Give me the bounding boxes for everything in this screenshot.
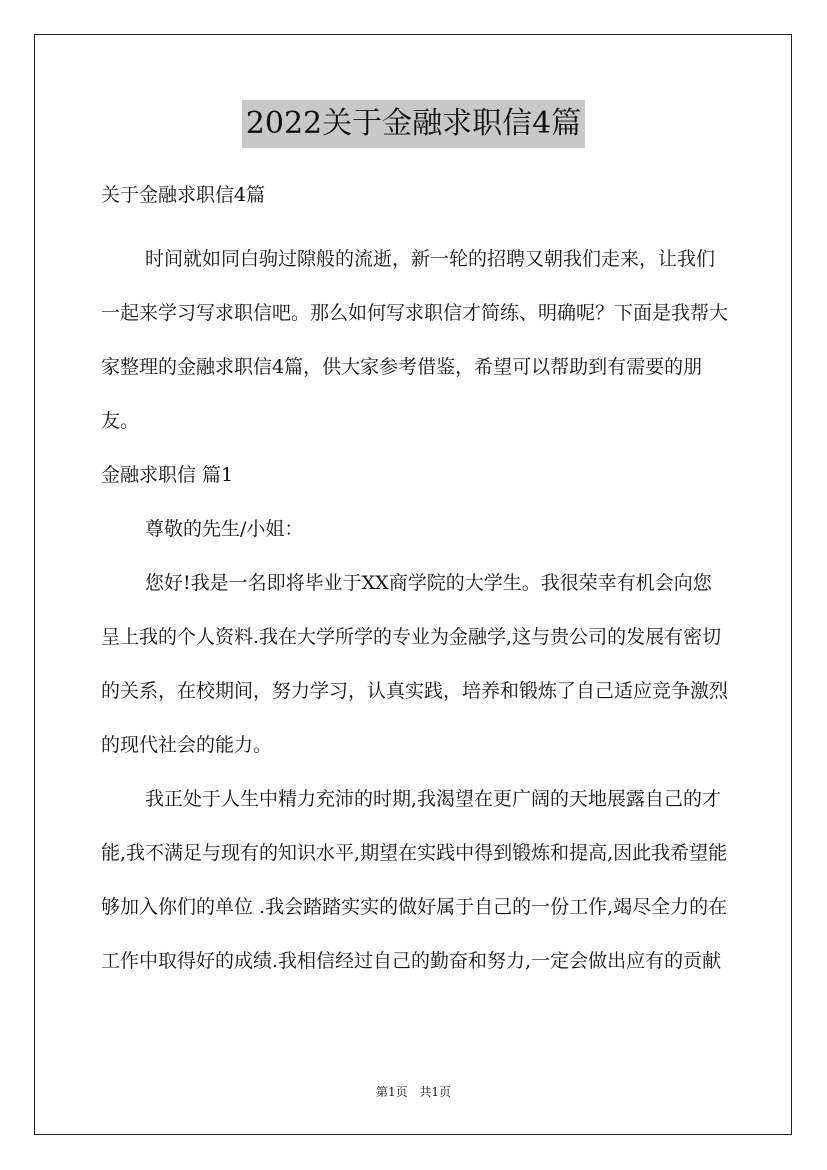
page-number: 第1页 [375,1085,408,1099]
document-subtitle: 关于金融求职信4篇 [101,184,266,206]
page-footer [0,1084,827,1100]
body-paragraph-1: 您好!我是一名即将毕业于XX商学院的大学生。我很荣幸有机会向您呈上我的个人资料.我在大学所学的专业为金融学,这与贵公司的发展有密切的关系，在校期间，努力学习，认真实践，培养和锻炼了自己适应竞争激烈的现代社会的能力。 [101,572,729,756]
intro-paragraph: 时间就如同白驹过隙般的流逝，新一轮的招聘又朝我们走来，让我们一起来学习写求职信吧。那么如何写求职信才简练、明确呢？下面是我帮大家整理的金融求职信4篇，供大家参考借鉴，希望可以帮助到有需要的朋友。 [101,248,729,432]
page-total: 共1页 [419,1085,452,1099]
salutation: 尊敬的先生/小姐： [145,518,304,540]
section-heading: 金融求职信 篇1 [101,464,234,486]
document-title: 2022关于金融求职信4篇 [242,100,585,148]
document-body [101,168,729,988]
body-paragraph-2: 我正处于人生中精力充沛的时期,我渴望在更广阔的天地展露自己的才能,我不满足与现有的知识水平,期望在实践中得到锻炼和提高,因此我希望能够加入你们的单位 .我会踏踏实实的做好属于自己的一份工作,竭尽全力的在工作中取得好的成绩.我相信经过自己的勤奋和努力,一定会做出应有的贡献 [101,788,728,972]
document-title-wrap [0,100,827,148]
